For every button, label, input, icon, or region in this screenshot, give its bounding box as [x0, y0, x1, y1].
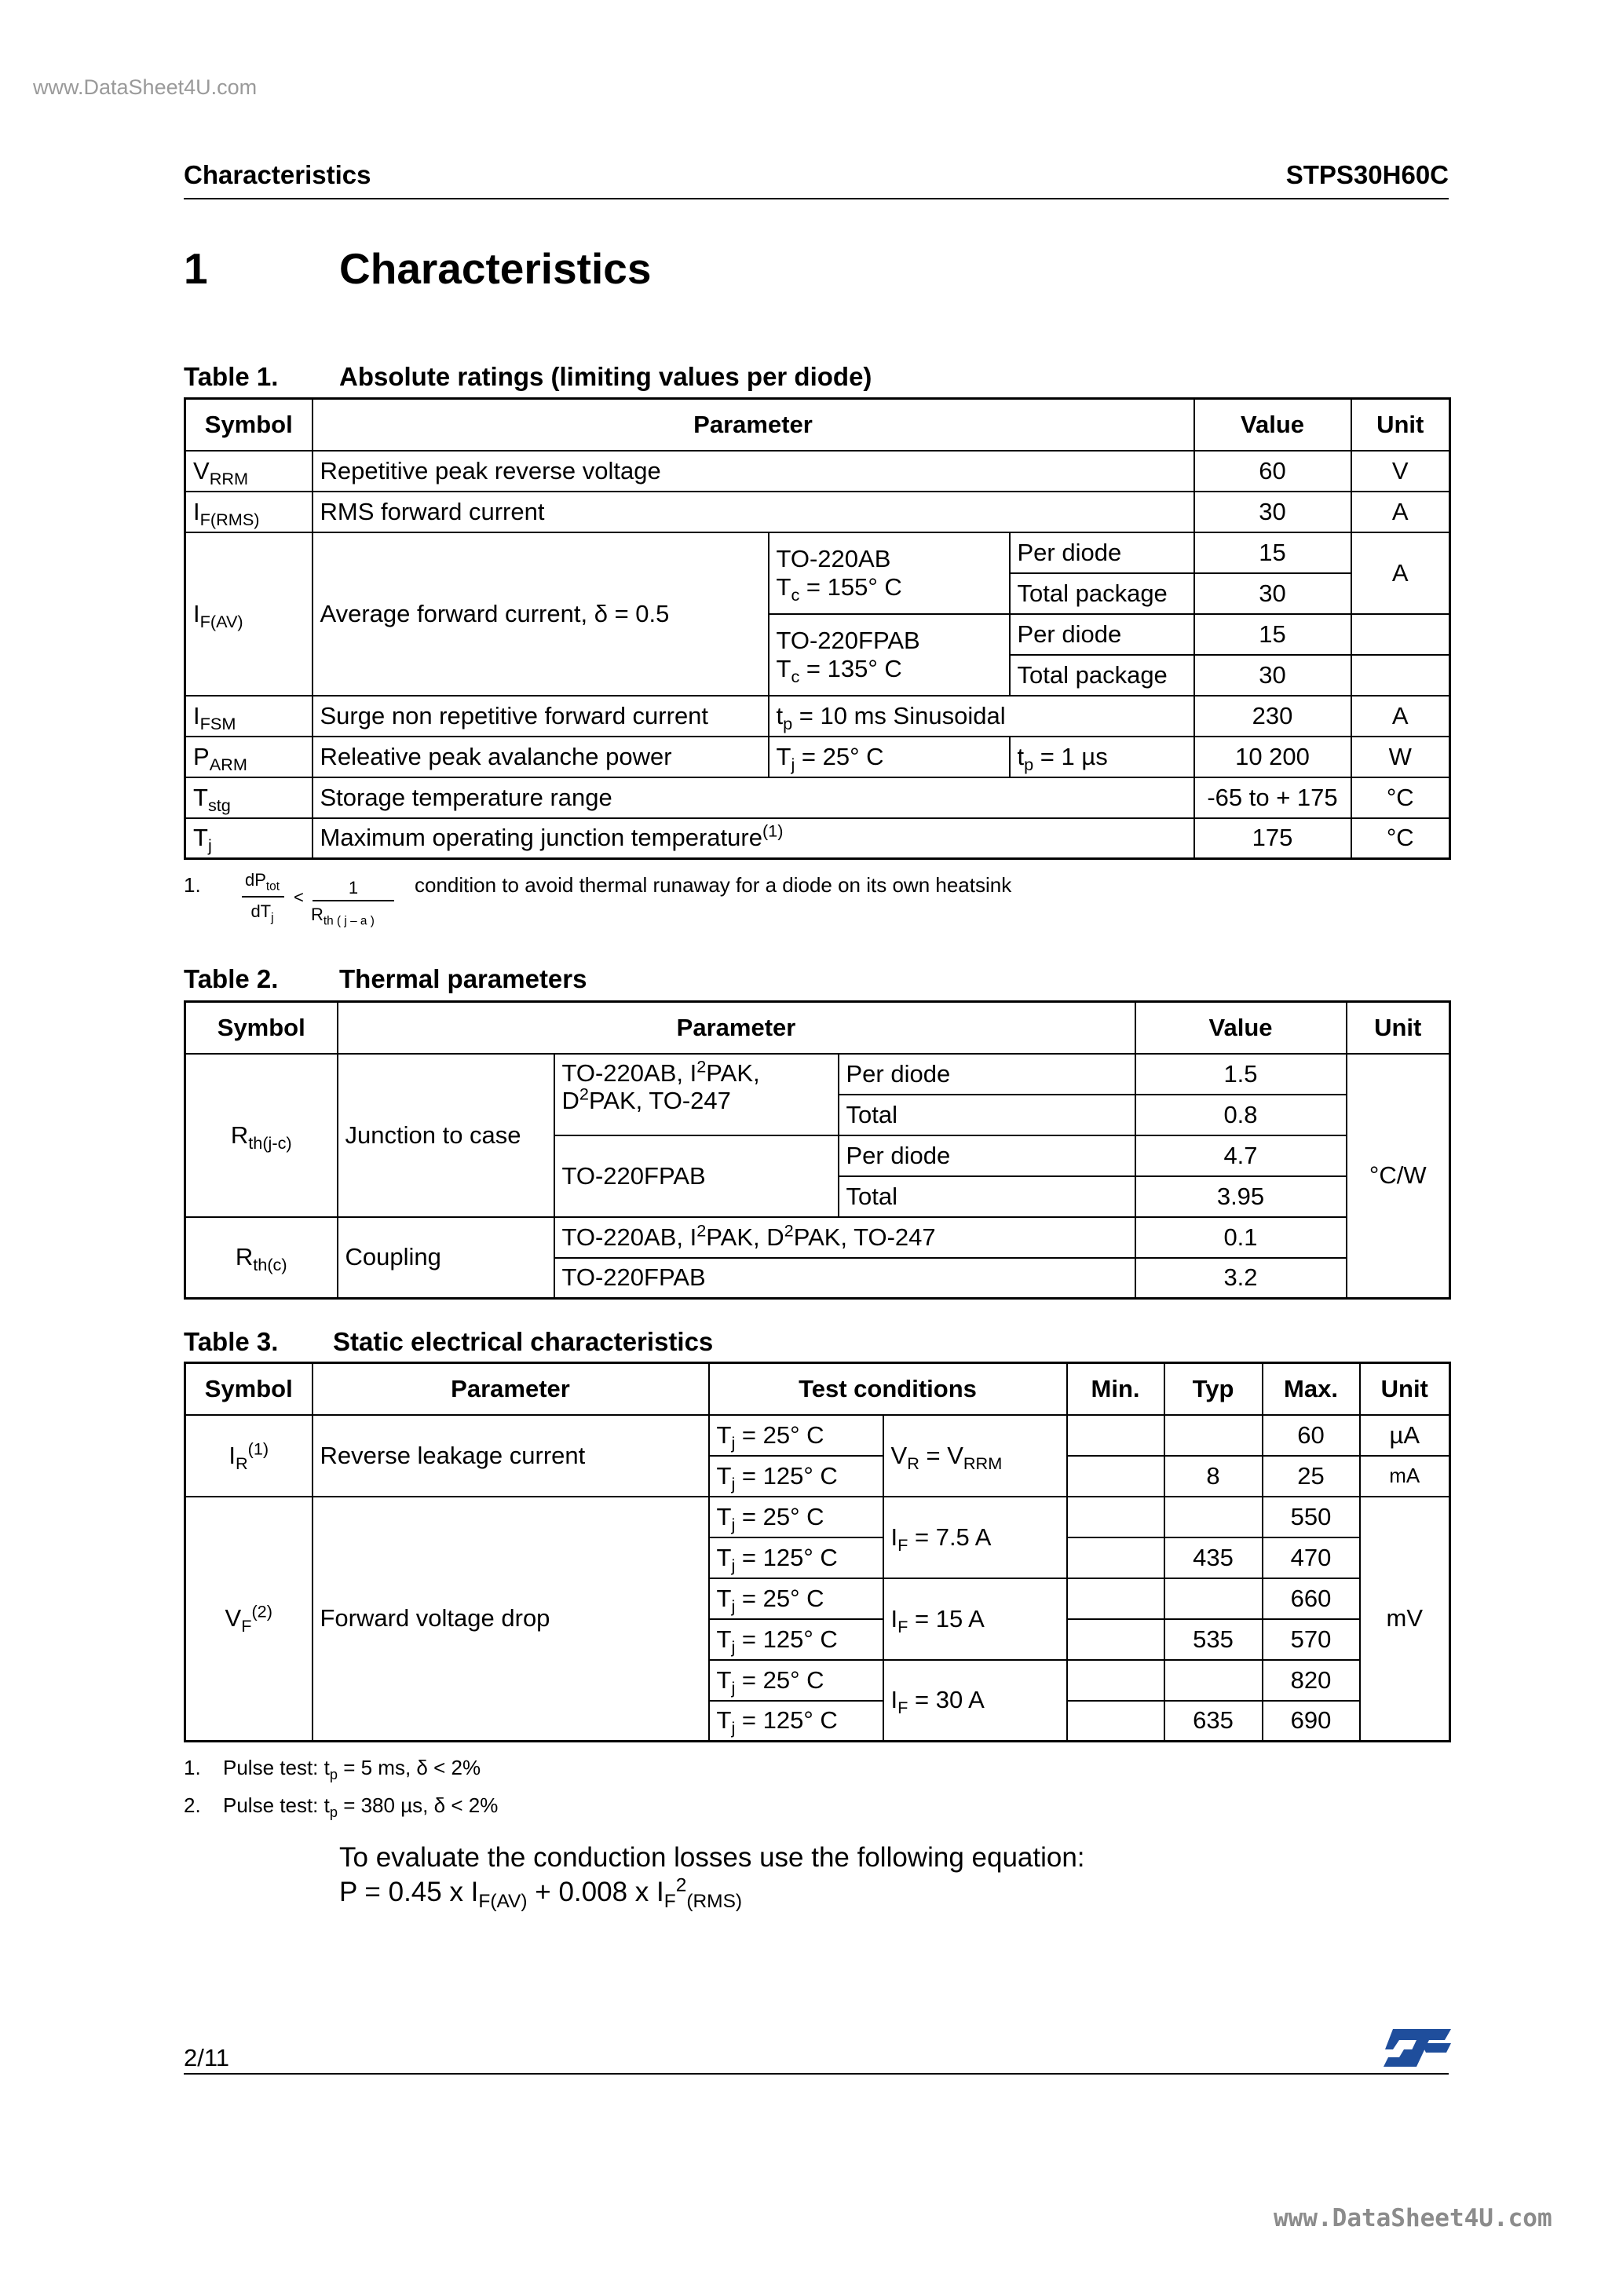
table-header-row [185, 1363, 1450, 1415]
value-cell: 30 [1194, 573, 1351, 614]
col-header-unit: Unit [1347, 1002, 1450, 1054]
table-row [185, 1054, 1450, 1095]
table-row [185, 1415, 1450, 1456]
max-cell: 690 [1263, 1701, 1360, 1742]
typ-cell: 535 [1164, 1619, 1263, 1660]
table2-caption-number: Table 2. [184, 964, 279, 993]
fraction-bar-2 [313, 900, 394, 901]
unit-cell: mA [1360, 1456, 1450, 1497]
formula-numerator-2: 1 [348, 878, 359, 898]
condition-cell: $I_F = 7.5$ A [883, 1497, 1067, 1578]
package-cell: TO-220FPAB [554, 1135, 839, 1217]
typ-cell [1164, 1578, 1263, 1619]
table-header-row [185, 1002, 1450, 1054]
footnote-formula [240, 870, 397, 933]
table-row [185, 696, 1450, 737]
equation: P = 0.45 x $I_{F(AV)} + 0.008$ x $I_F^2_{(RMS)}$ [339, 1874, 743, 1912]
max-cell: 660 [1263, 1578, 1360, 1619]
table-header-row [185, 399, 1450, 451]
package-cell: TO-220AB, $I^2PAK$, $D^2PAK$, TO-247 [554, 1217, 1135, 1258]
condition-cell: $t_p = 10$ ms Sinusoidal [769, 696, 1194, 737]
symbol-cell: $I_{F(AV)}$ [185, 532, 313, 696]
unit-cell: A [1351, 696, 1450, 737]
table-row [185, 1217, 1450, 1258]
table1-absolute-ratings [184, 397, 1451, 860]
col-header-parameter: Parameter [313, 399, 1194, 451]
col-header-symbol: Symbol [185, 1002, 338, 1054]
footnote-1: 1. [184, 1756, 201, 1779]
typ-cell: 435 [1164, 1537, 1263, 1578]
unit-cell: A [1351, 492, 1450, 532]
table-row [185, 818, 1450, 859]
parameter-cell: Maximum operating junction temperature$^{(1)}$ [313, 818, 1194, 859]
header-section: Characteristics [184, 160, 371, 189]
tj-cell: $T_j = 25^\circ$ C [709, 1415, 883, 1456]
value-cell: 0.1 [1135, 1217, 1347, 1258]
condition-cell: $I_F = 30$ A [883, 1660, 1067, 1742]
value-cell: -65 to + 175 [1194, 777, 1351, 818]
table-row [185, 532, 1450, 573]
symbol-cell: $T_j$ [185, 818, 313, 859]
value-cell: 30 [1194, 655, 1351, 696]
unit-cell [1351, 614, 1450, 655]
tj-cell: $T_j = 125^\circ$ C [709, 1701, 883, 1742]
table2-thermal-parameters [184, 1000, 1451, 1300]
footnote-1-text: Pulse test: $t_p = 5$ ms, δ < 2% [223, 1756, 481, 1783]
watermark-top: www.DataSheet4U.com [33, 75, 258, 99]
parameter-cell: Releative peak avalanche power [313, 737, 769, 777]
value-cell: 15 [1194, 532, 1351, 573]
parameter-cell: RMS forward current [313, 492, 1194, 532]
watermark-bottom: www.DataSheet4U.com [1274, 2204, 1552, 2232]
formula-less-than: < [294, 887, 304, 907]
symbol-cell: $R_{th(c)}$ [185, 1217, 338, 1299]
value-cell: 3.95 [1135, 1176, 1347, 1217]
st-logo [1382, 2026, 1453, 2070]
condition-cell: Total package [1010, 573, 1194, 614]
package-cell: TO-220AB, $I^2PAK$, $D^2PAK$, TO-247 [554, 1054, 839, 1135]
parameter-cell: Surge non repetitive forward current [313, 696, 769, 737]
condition-cell: $t_p = 1$ µs [1010, 737, 1194, 777]
unit-cell: µA [1360, 1415, 1450, 1456]
col-header-symbol: Symbol [185, 1363, 313, 1415]
min-cell [1067, 1578, 1164, 1619]
value-cell: 230 [1194, 696, 1351, 737]
unit-cell: V [1351, 451, 1450, 492]
parameter-cell: Coupling [338, 1217, 554, 1299]
symbol-cell: $I_{F(RMS)}$ [185, 492, 313, 532]
tj-cell: $T_j = 125^\circ$ C [709, 1456, 883, 1497]
typ-cell: 635 [1164, 1701, 1263, 1742]
symbol-cell: $P_{ARM}$ [185, 737, 313, 777]
condition-cell: $I_F = 15$ A [883, 1578, 1067, 1660]
package-cell: TO-220FPAB [554, 1258, 1135, 1299]
min-cell [1067, 1701, 1164, 1742]
fraction-bar [242, 896, 284, 898]
parameter-cell: Reverse leakage current [313, 1415, 709, 1497]
col-header-min: Min. [1067, 1363, 1164, 1415]
col-header-unit: Unit [1351, 399, 1450, 451]
min-cell [1067, 1537, 1164, 1578]
unit-cell: W [1351, 737, 1450, 777]
formula-denominator-2: $R_{th ( j - a )}$ [311, 905, 375, 928]
min-cell [1067, 1415, 1164, 1456]
col-header-max: Max. [1263, 1363, 1360, 1415]
condition-cell: Total package [1010, 655, 1194, 696]
package-cell: TO-220FPAB $T_c = 135^\circ$ C [769, 614, 1010, 696]
formula-numerator: $dP_{tot}$ [244, 870, 280, 894]
page-number: 2/11 [184, 2044, 230, 2071]
parameter-cell: Forward voltage drop [313, 1497, 709, 1742]
footer-rule [184, 2073, 1449, 2075]
table3-caption-number: Table 3. [184, 1327, 279, 1356]
table3-caption: Static electrical characteristics [333, 1327, 714, 1356]
condition-cell: Per diode [1010, 532, 1194, 573]
col-header-test-conditions: Test conditions [709, 1363, 1067, 1415]
header-part-number: STPS30H60C [1285, 160, 1449, 189]
value-cell: 0.8 [1135, 1095, 1347, 1135]
formula-denominator: $dT_j$ [250, 901, 274, 925]
heading-number: 1 [184, 244, 208, 293]
table1-caption: Absolute ratings (limiting values per diode) [339, 362, 872, 391]
unit-cell: °C/W [1347, 1054, 1450, 1299]
unit-cell: °C [1351, 777, 1450, 818]
typ-cell: 8 [1164, 1456, 1263, 1497]
condition-cell: $V_R = V_{RRM}$ [883, 1415, 1067, 1497]
min-cell [1067, 1497, 1164, 1537]
symbol-cell: $R_{th(j-c)}$ [185, 1054, 338, 1217]
symbol-cell: $I_{FSM}$ [185, 696, 313, 737]
tj-cell: $T_j = 125^\circ$ C [709, 1537, 883, 1578]
value-cell: 4.7 [1135, 1135, 1347, 1176]
symbol-cell: $I_R^{(1)}$ [185, 1415, 313, 1497]
symbol-cell: $T_{stg}$ [185, 777, 313, 818]
table2-caption: Thermal parameters [339, 964, 587, 993]
tj-cell: $T_j = 125^\circ$ C [709, 1619, 883, 1660]
typ-cell [1164, 1497, 1263, 1537]
unit-cell: A [1351, 532, 1450, 614]
value-cell: 1.5 [1135, 1054, 1347, 1095]
table-row [185, 451, 1450, 492]
parameter-cell: Junction to case [338, 1054, 554, 1217]
condition-cell: Total [839, 1176, 1135, 1217]
condition-cell: Total [839, 1095, 1135, 1135]
min-cell [1067, 1619, 1164, 1660]
value-cell: 3.2 [1135, 1258, 1347, 1299]
table-row [185, 777, 1450, 818]
col-header-value: Value [1135, 1002, 1347, 1054]
typ-cell [1164, 1660, 1263, 1701]
max-cell: 25 [1263, 1456, 1360, 1497]
min-cell [1067, 1456, 1164, 1497]
max-cell: 820 [1263, 1660, 1360, 1701]
footnote-text: condition to avoid thermal runaway for a diode on its own heatsink [415, 873, 1012, 897]
condition-cell: Per diode [839, 1054, 1135, 1095]
col-header-parameter: Parameter [338, 1002, 1135, 1054]
table-row [185, 737, 1450, 777]
equation-intro: To evaluate the conduction losses use the following equation: [339, 1842, 1085, 1873]
parameter-cell: Storage temperature range [313, 777, 1194, 818]
tj-cell: $T_j = 25^\circ$ C [709, 1497, 883, 1537]
value-cell: 30 [1194, 492, 1351, 532]
value-cell: 175 [1194, 818, 1351, 859]
max-cell: 570 [1263, 1619, 1360, 1660]
tj-cell: $T_j = 25^\circ$ C [709, 1578, 883, 1619]
parameter-cell: Average forward current, δ = 0.5 [313, 532, 769, 696]
table3-static-electrical [184, 1362, 1451, 1742]
col-header-value: Value [1194, 399, 1351, 451]
table-row [185, 492, 1450, 532]
value-cell: 15 [1194, 614, 1351, 655]
footnote-2: 2. [184, 1793, 201, 1817]
col-header-typ: Typ [1164, 1363, 1263, 1415]
parameter-cell: Repetitive peak reverse voltage [313, 451, 1194, 492]
value-cell: 60 [1194, 451, 1351, 492]
max-cell: 60 [1263, 1415, 1360, 1456]
unit-cell [1351, 655, 1450, 696]
condition-cell: Per diode [1010, 614, 1194, 655]
symbol-cell: $V_F^{(2)}$ [185, 1497, 313, 1742]
condition-cell: $T_j = 25^\circ$ C [769, 737, 1010, 777]
header-rule [184, 198, 1449, 199]
package-cell: TO-220AB $T_c = 155^\circ$ C [769, 532, 1010, 614]
typ-cell [1164, 1415, 1263, 1456]
value-cell: 10 200 [1194, 737, 1351, 777]
min-cell [1067, 1660, 1164, 1701]
max-cell: 550 [1263, 1497, 1360, 1537]
footnote-number: 1. [184, 873, 201, 897]
col-header-symbol: Symbol [185, 399, 313, 451]
unit-cell: mV [1360, 1497, 1450, 1742]
tj-cell: $T_j = 25^\circ$ C [709, 1660, 883, 1701]
max-cell: 470 [1263, 1537, 1360, 1578]
col-header-parameter: Parameter [313, 1363, 709, 1415]
condition-cell: Per diode [839, 1135, 1135, 1176]
footnote-2-text: Pulse test: $t_p = 380$ µs, δ < 2% [223, 1793, 499, 1821]
heading-title: Characteristics [339, 244, 652, 293]
table1-caption-number: Table 1. [184, 362, 279, 391]
col-header-unit: Unit [1360, 1363, 1450, 1415]
unit-cell: °C [1351, 818, 1450, 859]
table-row [185, 1497, 1450, 1537]
symbol-cell: $V_{RRM}$ [185, 451, 313, 492]
